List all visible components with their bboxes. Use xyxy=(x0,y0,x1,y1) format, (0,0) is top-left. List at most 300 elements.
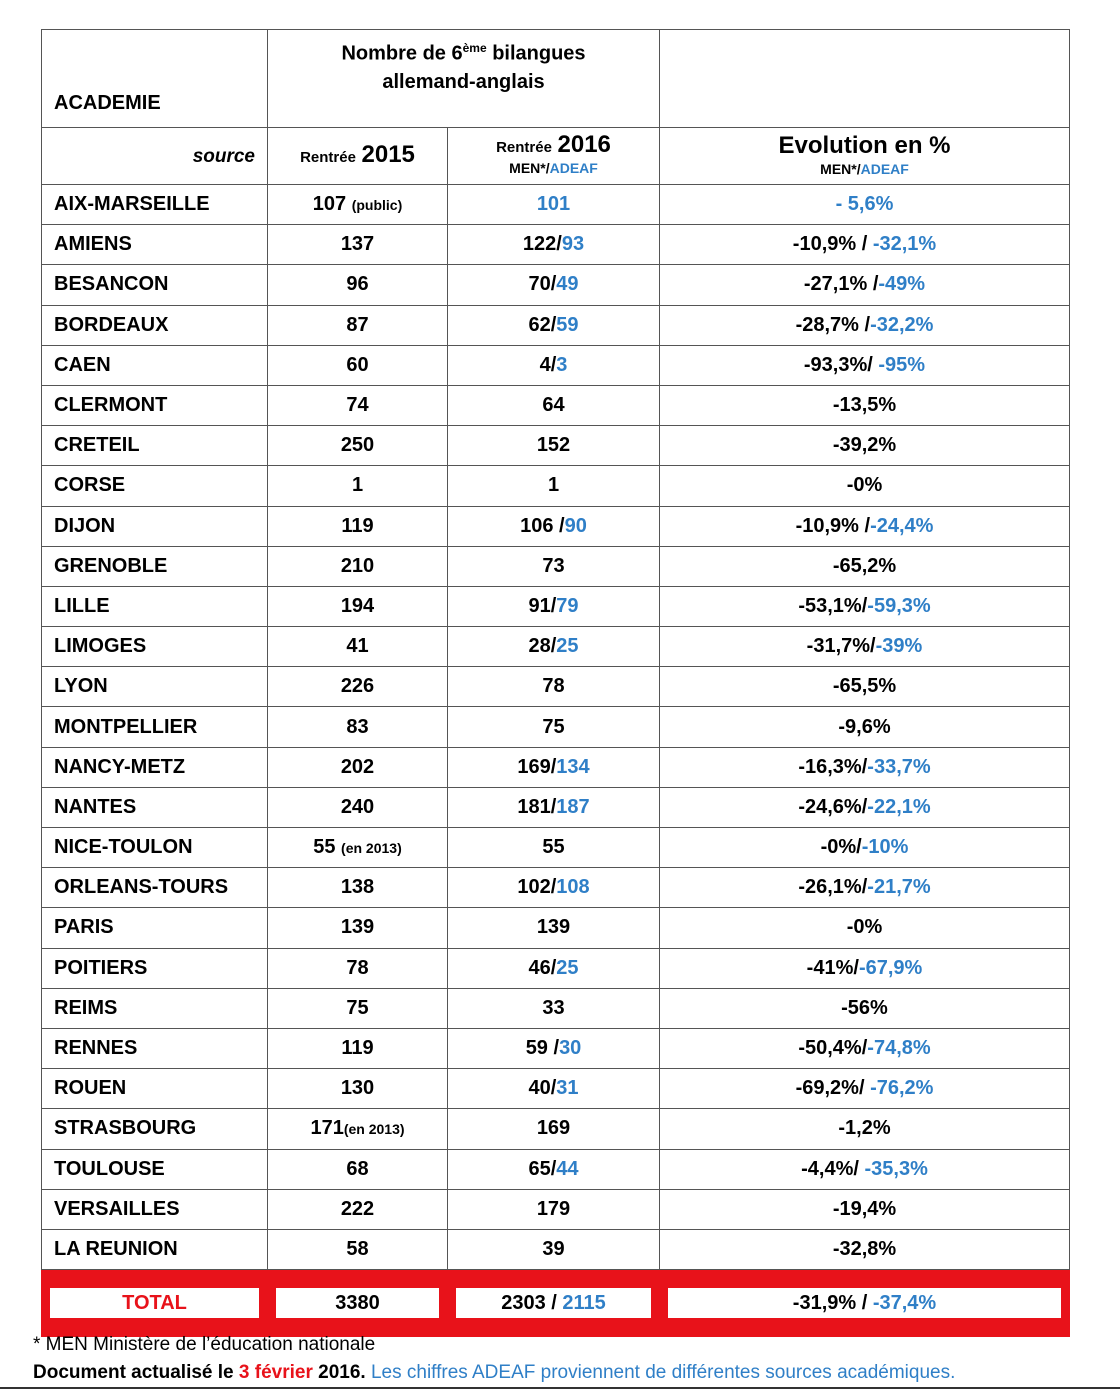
evo-men-value: -53,1% xyxy=(798,594,862,617)
rentree-2015-value xyxy=(268,345,448,385)
evo-men-value: -56% xyxy=(841,996,888,1019)
evolution-value xyxy=(660,265,1070,305)
table-row xyxy=(42,546,1070,586)
academie-name-text: TOULOUSE xyxy=(54,1157,165,1180)
evolution-value xyxy=(660,1149,1070,1189)
men-value: 62 xyxy=(528,313,551,336)
total-evo-men: -31,9% xyxy=(792,1292,857,1315)
r2015-note: (public) xyxy=(351,197,403,214)
nombre-line2: allemand-anglais xyxy=(382,70,545,93)
academie-name xyxy=(42,1109,268,1149)
r2015-value: 139 xyxy=(340,916,375,939)
rentree-2015-value xyxy=(268,908,448,948)
table-row xyxy=(42,908,1070,948)
evolution-source xyxy=(660,159,1069,179)
total-evolution-cell xyxy=(660,1270,1070,1337)
men-value: 40 xyxy=(528,1077,551,1100)
evolution-value xyxy=(660,305,1070,345)
adeaf-value: 79 xyxy=(556,594,579,617)
rentree-2015-value xyxy=(268,426,448,466)
adeaf-value: 30 xyxy=(559,1037,582,1060)
separator: / xyxy=(861,1037,868,1060)
adeaf-value: 25 xyxy=(556,635,579,658)
evo-adeaf-value: -32,1% xyxy=(872,233,937,256)
academie-name xyxy=(42,828,268,868)
evo-adeaf-value: - 5,6% xyxy=(835,193,894,216)
separator: / xyxy=(858,514,871,537)
men-value: 39 xyxy=(542,1237,565,1260)
total-2015-cell-box xyxy=(276,1288,439,1318)
r2015-value: 138 xyxy=(340,876,375,899)
men-value: 91 xyxy=(528,594,551,617)
evo-men-value: -41% xyxy=(806,956,854,979)
academie-name-text: LYON xyxy=(54,675,108,698)
header-row-1 xyxy=(42,30,1070,128)
evo-adeaf-value: -24,4% xyxy=(870,514,934,537)
adeaf-value: 93 xyxy=(561,233,585,256)
table-row xyxy=(42,185,1070,225)
evolution-value xyxy=(660,948,1070,988)
academie-name-text: NANCY-METZ xyxy=(54,755,186,778)
adeaf-value: 31 xyxy=(556,1077,579,1100)
academie-name-text: RENNES xyxy=(54,1037,138,1060)
table-row xyxy=(42,225,1070,265)
nombre-line1-post: bilangues xyxy=(486,42,586,65)
evolution-value xyxy=(660,1109,1070,1149)
evo-men-value: -16,3% xyxy=(798,755,862,778)
table-row xyxy=(42,1229,1070,1269)
table-row xyxy=(42,948,1070,988)
evo-men-value: -32,8% xyxy=(832,1237,897,1260)
rentree-2016-value xyxy=(448,546,660,586)
table-row xyxy=(42,1149,1070,1189)
adeaf-value: 90 xyxy=(564,514,587,537)
nombre-header-cell xyxy=(268,30,660,128)
r2015-value: 210 xyxy=(340,554,375,577)
academie-name xyxy=(42,1149,268,1189)
rentree-2015-value xyxy=(268,1189,448,1229)
separator: / xyxy=(856,1292,873,1315)
rentree-2015-word: Rentrée xyxy=(300,148,356,166)
rentree-2016-value xyxy=(448,1149,660,1189)
table-row xyxy=(42,265,1070,305)
rentree-2016-value xyxy=(448,747,660,787)
separator: / xyxy=(861,876,868,899)
academie-name xyxy=(42,1028,268,1068)
rentree-2015-value xyxy=(268,1229,448,1269)
evo-adeaf-value: -76,2% xyxy=(870,1077,934,1100)
table-row xyxy=(42,466,1070,506)
r2015-value: 250 xyxy=(340,434,375,457)
rentree-2015-value xyxy=(268,506,448,546)
men-value: 75 xyxy=(542,715,565,738)
men-value: 122 xyxy=(522,233,557,256)
academie-name xyxy=(42,586,268,626)
evo-men-value: -27,1% xyxy=(803,273,868,296)
evolution-value xyxy=(660,466,1070,506)
evo-men-value: -0% xyxy=(820,836,857,859)
academie-name-text: CRETEIL xyxy=(54,434,140,457)
academie-name-text: CLERMONT xyxy=(54,394,168,417)
separator: / xyxy=(550,876,557,899)
evo-adeaf-value: -33,7% xyxy=(867,755,931,778)
academie-name-text: BESANCON xyxy=(54,273,169,296)
evo-men-value: -4,4% xyxy=(801,1157,854,1180)
adeaf-value: 44 xyxy=(556,1157,579,1180)
separator: / xyxy=(870,635,876,658)
academie-name-text: AIX-MARSEILLE xyxy=(54,193,210,216)
rentree-2016-source xyxy=(448,158,659,178)
table-row xyxy=(42,988,1070,1028)
header-row-2 xyxy=(42,128,1070,185)
table-row xyxy=(42,305,1070,345)
total-men: 2303 xyxy=(501,1292,546,1315)
rentree-2015-value xyxy=(268,1069,448,1109)
total-2016-cell xyxy=(448,1270,660,1337)
rentree-2015-value xyxy=(268,667,448,707)
academie-name xyxy=(42,908,268,948)
evolution-value xyxy=(660,1028,1070,1068)
rentree-2016-value xyxy=(448,506,660,546)
source-label: source xyxy=(192,146,255,167)
rentree-2016-value xyxy=(448,707,660,747)
evo-men-value: -10,9% xyxy=(792,233,857,256)
nombre-line1-pre: Nombre de 6 xyxy=(341,42,463,65)
rentree-2015-value xyxy=(268,466,448,506)
rentree-2015-value xyxy=(268,707,448,747)
rentree-2016-value xyxy=(448,1069,660,1109)
evo-men-value: -9,6% xyxy=(838,715,891,738)
rentree-2016-year: 2016 xyxy=(557,130,611,158)
evo-men-value: -24,6% xyxy=(798,795,862,818)
rentree-2015-value xyxy=(268,747,448,787)
r2015-value: 55 xyxy=(313,836,336,859)
r2015-value: 60 xyxy=(346,353,369,376)
separator: / xyxy=(867,273,879,296)
table-row xyxy=(42,586,1070,626)
separator: / xyxy=(856,233,873,256)
separator: / xyxy=(550,956,557,979)
total-label-cell xyxy=(42,1270,268,1337)
rentree-2015-value xyxy=(268,385,448,425)
men-value: 179 xyxy=(536,1197,571,1220)
academie-name xyxy=(42,787,268,827)
r2015-value: 83 xyxy=(346,715,369,738)
academie-name xyxy=(42,627,268,667)
adeaf-value: 187 xyxy=(556,795,590,818)
academie-name xyxy=(42,1229,268,1269)
separator: / xyxy=(550,795,557,818)
table-row xyxy=(42,707,1070,747)
separator: / xyxy=(550,273,557,296)
men-value: 59 xyxy=(525,1037,548,1060)
men-value: 169 xyxy=(536,1117,571,1140)
separator: / xyxy=(853,956,859,979)
rentree-2015-value xyxy=(268,787,448,827)
total-label: TOTAL xyxy=(122,1292,187,1315)
rentree-2016-value xyxy=(448,787,660,827)
r2015-value: 119 xyxy=(341,1037,374,1060)
men-value: 169 xyxy=(517,755,551,778)
rentree-2015-value xyxy=(268,185,448,225)
evolution-value xyxy=(660,426,1070,466)
update-rest: Les chiffres ADEAF proviennent de différentes sources académiques. xyxy=(365,1362,956,1383)
rentree-2016-value xyxy=(448,988,660,1028)
rentree-2016-value xyxy=(448,426,660,466)
separator: / xyxy=(553,514,565,537)
rentree-2015-value xyxy=(268,948,448,988)
men-value: 70 xyxy=(528,273,551,296)
evolution-value xyxy=(660,747,1070,787)
rentree-2016-value xyxy=(448,667,660,707)
evolution-value xyxy=(660,385,1070,425)
update-date: 3 février xyxy=(238,1362,313,1383)
rentree-2015-value xyxy=(268,1109,448,1149)
men-value: 102 xyxy=(517,876,551,899)
men-value: 1 xyxy=(547,474,560,497)
table-row xyxy=(42,868,1070,908)
academie-name xyxy=(42,948,268,988)
table-row xyxy=(42,627,1070,667)
academie-name-text: BORDEAUX xyxy=(54,313,169,336)
men-value: 64 xyxy=(542,394,565,417)
academie-name-text: ROUEN xyxy=(54,1077,127,1100)
r2015-value: 202 xyxy=(340,755,375,778)
r2015-value: 96 xyxy=(346,273,369,296)
r2015-value: 240 xyxy=(340,795,375,818)
separator: / xyxy=(550,313,557,336)
bilangues-table xyxy=(41,29,1070,1337)
academie-name-text: PARIS xyxy=(54,916,114,939)
academie-name-text: POITIERS xyxy=(54,956,148,979)
academie-name-text: LA REUNION xyxy=(54,1237,178,1260)
r2015-value: 41 xyxy=(346,635,369,658)
rentree-2016-value xyxy=(448,627,660,667)
rentree-2015-value xyxy=(268,1149,448,1189)
rentree-2015-value xyxy=(268,225,448,265)
men-value: 65 xyxy=(528,1157,551,1180)
evolution-value xyxy=(660,185,1070,225)
r2015-value: 1 xyxy=(351,474,364,497)
evolution-value xyxy=(660,586,1070,626)
academie-name xyxy=(42,225,268,265)
academie-name-text: NANTES xyxy=(54,795,137,818)
academie-name-text: CORSE xyxy=(54,474,126,497)
evo-men-value: -1,2% xyxy=(838,1117,891,1140)
separator: / xyxy=(547,1037,560,1060)
academie-name xyxy=(42,265,268,305)
evo-adeaf-value: -10% xyxy=(861,836,909,859)
men-value: 33 xyxy=(542,996,565,1019)
separator: / xyxy=(853,1157,865,1180)
evo-men-value: -10,9% xyxy=(795,514,859,537)
rentree-2016-value xyxy=(448,385,660,425)
evolution-value xyxy=(660,787,1070,827)
adeaf-value: 101 xyxy=(536,193,571,216)
r2015-value: 194 xyxy=(340,594,375,617)
table-row xyxy=(42,667,1070,707)
evolution-value xyxy=(660,1229,1070,1269)
adeaf-value: 134 xyxy=(556,755,590,778)
evolution-header xyxy=(660,128,1070,185)
r2015-note: (en 2013) xyxy=(343,1121,405,1138)
total-row xyxy=(42,1270,1070,1337)
evo-men-value: -31,7% xyxy=(806,635,871,658)
evo-adeaf-value: -59,3% xyxy=(867,594,931,617)
academie-name xyxy=(42,868,268,908)
academie-name xyxy=(42,466,268,506)
academie-name-text: STRASBOURG xyxy=(54,1117,197,1140)
academie-name-text: VERSAILLES xyxy=(54,1197,180,1220)
rentree-2016-value xyxy=(448,948,660,988)
table-row xyxy=(42,1189,1070,1229)
update-note xyxy=(33,1362,955,1384)
rentree-2015-value xyxy=(268,305,448,345)
men-value: 28 xyxy=(528,635,551,658)
academie-header-cell xyxy=(42,30,268,128)
men-value: 46 xyxy=(528,956,551,979)
evolution-title: Evolution en % xyxy=(778,132,951,159)
men-value: 55 xyxy=(542,836,565,859)
update-year: 2016. xyxy=(312,1362,366,1383)
rentree-2016-value xyxy=(448,868,660,908)
rentree-2015-value xyxy=(268,868,448,908)
academie-label: ACADEMIE xyxy=(54,92,161,114)
table-row xyxy=(42,747,1070,787)
evo-men-value: -0% xyxy=(846,474,883,497)
evolution-value xyxy=(660,506,1070,546)
men-value: 152 xyxy=(536,434,571,457)
blank-header-cell xyxy=(660,30,1070,128)
total-evo-adeaf: -37,4% xyxy=(872,1292,937,1315)
academie-name xyxy=(42,988,268,1028)
academie-name xyxy=(42,747,268,787)
academie-name-text: GRENOBLE xyxy=(54,554,168,577)
table-row xyxy=(42,787,1070,827)
table-row xyxy=(42,345,1070,385)
table-row xyxy=(42,1028,1070,1068)
rentree-2015-header xyxy=(268,128,448,185)
evolution-value xyxy=(660,1069,1070,1109)
total-2016-cell-box xyxy=(456,1288,651,1318)
rentree-2016-value xyxy=(448,345,660,385)
evo-adeaf-value: -74,8% xyxy=(867,1037,931,1060)
table-row xyxy=(42,385,1070,425)
academie-name xyxy=(42,1189,268,1229)
r2015-value: 171 xyxy=(310,1117,344,1140)
evolution-value xyxy=(660,627,1070,667)
evo-adeaf-value: -95% xyxy=(878,353,926,376)
rentree-2015-year: 2015 xyxy=(361,140,415,168)
total-2015-cell xyxy=(268,1270,448,1337)
academie-name-text: LILLE xyxy=(54,594,110,617)
academie-name xyxy=(42,345,268,385)
adeaf-value: 3 xyxy=(556,353,568,376)
r2015-value: 226 xyxy=(340,675,375,698)
evo-men-value: -50,4% xyxy=(798,1037,862,1060)
separator: / xyxy=(550,755,557,778)
evolution-value xyxy=(660,908,1070,948)
evo-adeaf-value: -32,2% xyxy=(870,313,934,336)
men-label: MEN*/ xyxy=(820,161,861,177)
table-row xyxy=(42,1109,1070,1149)
r2015-value: 119 xyxy=(341,514,374,537)
evo-men-value: -69,2% xyxy=(795,1077,859,1100)
table-row xyxy=(42,506,1070,546)
academie-name xyxy=(42,426,268,466)
r2015-value: 74 xyxy=(346,394,369,417)
separator: / xyxy=(861,755,868,778)
academie-name-text: CAEN xyxy=(54,353,111,376)
academie-name xyxy=(42,707,268,747)
evo-men-value: -93,3% xyxy=(803,353,868,376)
separator: / xyxy=(556,233,562,256)
academie-name-text: AMIENS xyxy=(54,233,132,256)
adeaf-value: 49 xyxy=(556,273,579,296)
rentree-2015-value xyxy=(268,627,448,667)
separator: / xyxy=(550,594,557,617)
evolution-value xyxy=(660,707,1070,747)
r2015-value: 107 xyxy=(312,193,347,216)
total-label-cell-box xyxy=(50,1288,259,1318)
academie-name-text: REIMS xyxy=(54,996,118,1019)
r2015-value: 78 xyxy=(346,956,369,979)
evo-men-value: -0% xyxy=(846,916,883,939)
evolution-value xyxy=(660,345,1070,385)
evolution-value xyxy=(660,828,1070,868)
separator: / xyxy=(858,1077,871,1100)
men-value: 106 xyxy=(520,514,554,537)
bottom-rule xyxy=(0,1387,1120,1389)
evo-men-value: -65,2% xyxy=(832,554,897,577)
r2015-value: 58 xyxy=(346,1237,369,1260)
rentree-2016-value xyxy=(448,586,660,626)
separator: / xyxy=(861,795,868,818)
academie-name xyxy=(42,305,268,345)
rentree-2016-header xyxy=(448,128,660,185)
rentree-2016-value xyxy=(448,305,660,345)
separator: / xyxy=(550,353,557,376)
academie-name xyxy=(42,1069,268,1109)
evo-men-value: -65,5% xyxy=(832,675,897,698)
men-value: 78 xyxy=(542,675,565,698)
academie-name xyxy=(42,385,268,425)
separator: / xyxy=(550,635,557,658)
rentree-2016-value xyxy=(448,265,660,305)
academie-name xyxy=(42,506,268,546)
update-prefix: Document actualisé le xyxy=(33,1362,239,1383)
men-value: 139 xyxy=(536,916,571,939)
separator: / xyxy=(867,353,879,376)
separator: / xyxy=(550,1157,557,1180)
table-row xyxy=(42,1069,1070,1109)
rentree-2016-value xyxy=(448,908,660,948)
rentree-2015-value xyxy=(268,546,448,586)
total-2015: 3380 xyxy=(335,1292,380,1315)
evolution-value xyxy=(660,1189,1070,1229)
adeaf-value: 108 xyxy=(556,876,590,899)
rentree-2016-value xyxy=(448,466,660,506)
evo-men-value: -13,5% xyxy=(832,394,897,417)
men-value: 73 xyxy=(542,554,565,577)
evo-men-value: -26,1% xyxy=(798,876,862,899)
r2015-note: (en 2013) xyxy=(341,840,402,857)
rentree-2015-value xyxy=(268,265,448,305)
academie-name-text: NICE-TOULON xyxy=(54,836,193,859)
academie-name-text: DIJON xyxy=(54,514,116,537)
academie-name xyxy=(42,667,268,707)
evolution-value xyxy=(660,868,1070,908)
